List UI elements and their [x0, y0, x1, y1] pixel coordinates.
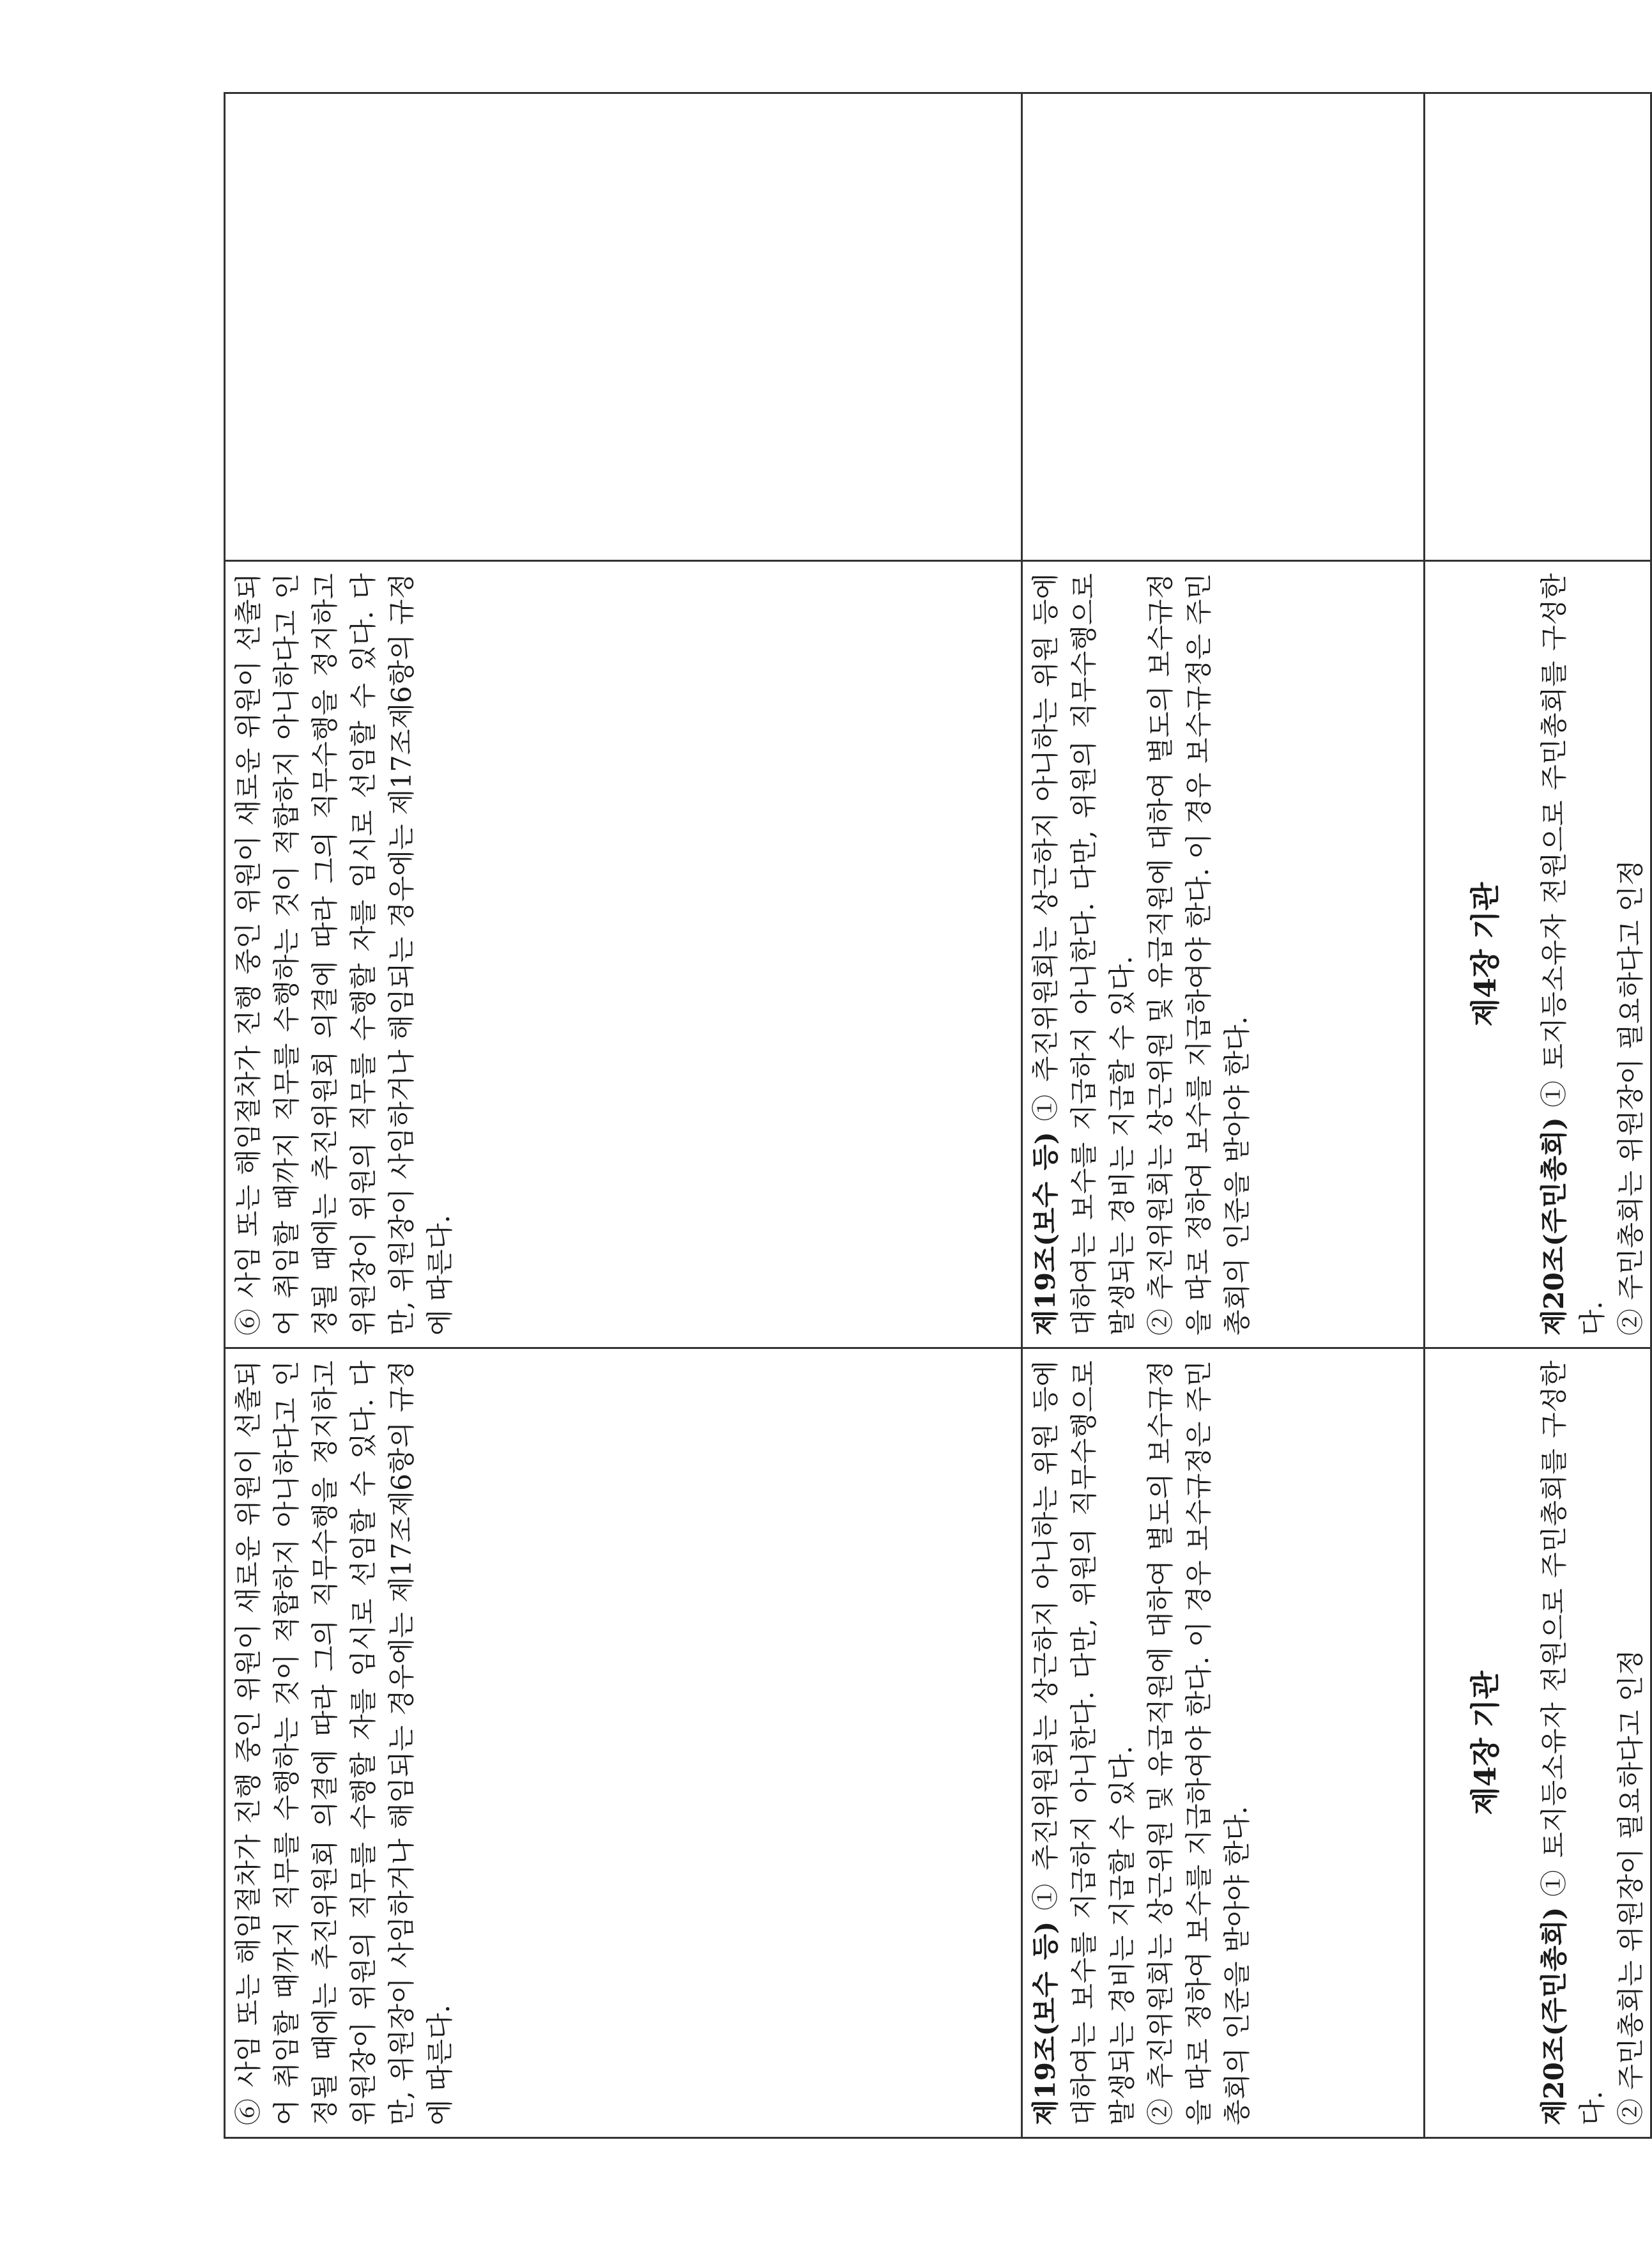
table-cell-col3-section-a	[225, 93, 1022, 561]
article-19-title: 제19조(보수 등)	[1030, 1921, 1061, 2125]
article-19-paragraph-1	[1027, 573, 1142, 1336]
article-19-paragraph-2: ② 추진위원회는 상근위원 및 유급직원에 대하여 별도의 보수규정을 따로 정하여 보수를 지급하여야 한다. 이 경우 보수규정은 주민총회의 인준을 받아야 한다.	[1145, 1360, 1253, 2125]
article-19-text: ① 추진위원회는 상근하지 아니하는 위원 등에 대하여는 보수를 지급하지 아니한다. 다만, 위원의 직무수행으로 발생되는 경비는 지급할 수 있다.	[1030, 1360, 1138, 2125]
chapter-heading: 제4장 기관	[1468, 882, 1503, 1027]
article-20-title: 제20조(주민총회)	[1538, 1907, 1570, 2125]
comparison-table	[224, 92, 1652, 2139]
table-cell-col2-section-b	[1022, 561, 1425, 1348]
paragraph-6: ⑥ 사임 또는 해임절차가 진행 중인 위원이 새로운 위원이 선출되어 취임할 때까지 직무를 수행하는 것이 적합하지 아니하다고 인정될 때에는 추진위원회 의결에 따라 그의 직무수행을 정지하고 위원장이 위원의 직무를 수행할 자를 임시로 선임할 수 있다. 다만, 위원장이 사임하거나 해임되는 경우에는 제17조제6항의 규정에 따른다.	[233, 573, 455, 1336]
table-cell-col1-section-a	[225, 1348, 1022, 2138]
article-20-text: ① 토지등소유자 전원으로 주민총회를 구성한다.	[1538, 573, 1608, 1336]
table-row	[225, 93, 1022, 2138]
table-cell-col3-section-c	[1425, 93, 1651, 561]
article-20-paragraph-1	[1535, 573, 1612, 1336]
article-20-paragraph-1	[1535, 1360, 1612, 2125]
chapter-heading: 제4장 기관	[1468, 1670, 1503, 1815]
table-row	[1425, 93, 1651, 2138]
table-row	[1022, 93, 1425, 2138]
article-19-paragraph-2: ② 추진위원회는 상근위원 및 유급직원에 대하여 별도의 보수규정을 따로 정하여 보수를 지급하여야 한다. 이 경우 보수규정은 주민총회의 인준을 받아야 한다.	[1145, 573, 1253, 1336]
table-cell-col2-section-a	[225, 561, 1022, 1348]
table-cell-col2-section-c	[1425, 561, 1651, 1348]
table-cell-col3-section-b	[1022, 93, 1425, 561]
article-19-text: ① 추진위원회는 상근하지 아니하는 위원 등에 대하여는 보수를 지급하지 아니한다. 다만, 위원의 직무수행으로 발생되는 경비는 지급할 수 있다.	[1030, 573, 1138, 1336]
paragraph-6: ⑥ 사임 또는 해임절차가 진행 중인 위원이 새로운 위원이 선출되어 취임할 때까지 직무를 수행하는 것이 적합하지 아니하다고 인정될 때에는 추진위원회 의결에 따라 그의 직무수행을 정지하고 위원장이 위원의 직무를 수행할 자를 임시로 선임할 수 있다. 다만, 위원장이 사임하거나 해임되는 경우에는 제17조제6항의 규정에 따른다.	[233, 1360, 455, 2125]
article-20-text: ① 토지등소유자 전원으로 주민총회를 구성한다.	[1538, 1360, 1608, 2125]
article-20-paragraph-2: ② 주민총회는 위원장이 필요하다고 인정	[1615, 1649, 1646, 2125]
article-19-paragraph-1	[1027, 1360, 1142, 2125]
article-20-paragraph-2: ② 주민총회는 위원장이 필요하다고 인정	[1615, 859, 1646, 1336]
article-20-title: 제20조(주민총회)	[1538, 1117, 1570, 1336]
article-19-title: 제19조(보수 등)	[1030, 1132, 1061, 1336]
table-cell-col1-section-c	[1425, 1348, 1651, 2138]
rotated-page-content	[224, 94, 1646, 2139]
table-cell-col1-section-b	[1022, 1348, 1425, 2138]
